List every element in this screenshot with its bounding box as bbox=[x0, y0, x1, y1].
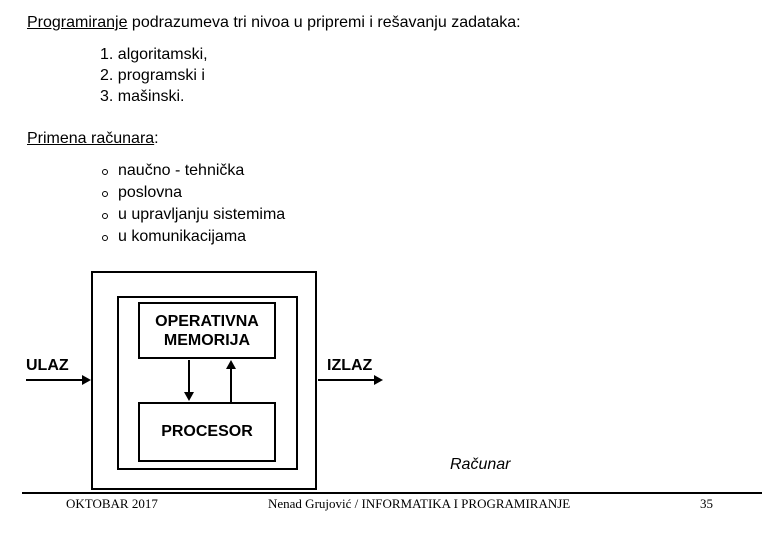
memory-label-line: OPERATIVNA bbox=[155, 312, 259, 330]
output-label: IZLAZ bbox=[327, 357, 373, 374]
footer-divider bbox=[22, 492, 762, 494]
footer-page-number: 35 bbox=[700, 496, 713, 511]
applications-list bbox=[100, 160, 285, 248]
memory-box bbox=[138, 302, 276, 359]
output-arrow bbox=[318, 375, 383, 385]
processor-label: PROCESOR bbox=[161, 423, 253, 440]
level-item: 1. algoritamski, bbox=[100, 46, 208, 63]
footer-date: OKTOBAR 2017 bbox=[66, 496, 158, 511]
footer-author-course: Nenad Grujović / INFORMATIKA I PROGRAMIRANJE bbox=[268, 496, 571, 511]
intro-text bbox=[27, 14, 521, 32]
list-item: u upravljanju sistemima bbox=[100, 204, 285, 226]
list-item: poslovna bbox=[100, 182, 285, 204]
intro-keyword: Programiranje bbox=[27, 14, 128, 31]
list-item: u komunikacijama bbox=[100, 226, 285, 248]
processor-box bbox=[138, 402, 276, 462]
applications-heading bbox=[27, 130, 159, 148]
input-label: ULAZ bbox=[26, 357, 69, 374]
applications-heading-text: Primena računara bbox=[27, 130, 155, 147]
input-arrow bbox=[26, 375, 91, 385]
level-item: 3. mašinski. bbox=[100, 88, 185, 105]
list-item: naučno - tehnička bbox=[100, 160, 285, 182]
applications-heading-colon: : bbox=[154, 130, 159, 147]
intro-rest: podrazumeva tri nivoa u pripremi i rešavanju zadataka: bbox=[127, 14, 521, 31]
levels-list bbox=[100, 44, 208, 107]
level-item: 2. programski i bbox=[100, 67, 205, 84]
diagram-caption: Računar bbox=[450, 456, 511, 473]
memory-label-line: MEMORIJA bbox=[163, 331, 251, 349]
